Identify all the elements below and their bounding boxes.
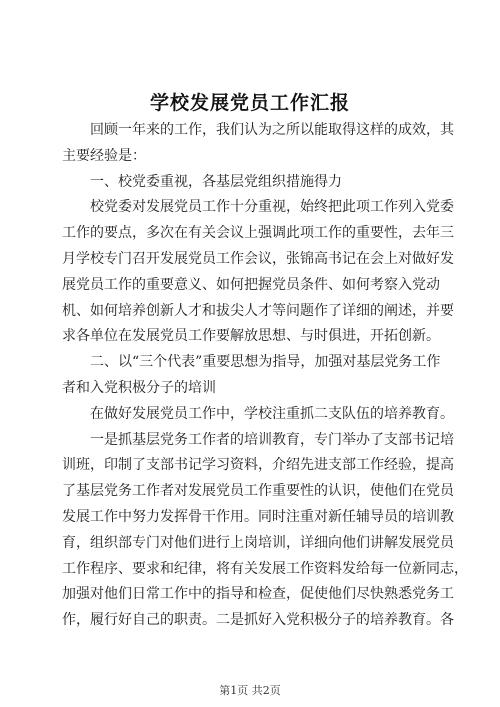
paragraph-line: 主要经验是：	[62, 147, 146, 164]
paragraph-line: 月学校专门召开发展党员工作会议，张锦高书记在会上对做好发	[62, 250, 454, 267]
paragraph-line: 校党委对发展党员工作十分重视，始终把此项工作列入党委	[90, 199, 454, 216]
paragraph-line: 机、如何培养创新人才和拔尖人才等问题作了详细的阐述，并要	[62, 302, 454, 319]
document-body	[62, 118, 468, 634]
document-title: 学校发展党员工作汇报	[149, 92, 350, 114]
paragraph-line: 工作的要点，多次在有关会议上强调此项工作的重要性，去年三	[62, 225, 454, 242]
paragraph-line: 加强对他们日常工作中的指导和检查，促使他们尽快熟悉党务工	[62, 586, 454, 603]
paragraph-line: 了基层党务工作者对发展党员工作重要性的认识，使他们在党员	[62, 483, 454, 500]
section-heading: 二、以“三个代表”重要思想为指导，加强对基层党务工作	[90, 354, 441, 371]
paragraph-line: 一是抓基层党务工作者的培训教育，专门举办了支部书记培	[90, 431, 454, 448]
page-number: 第1页 共2页	[219, 684, 281, 697]
paragraph-line: 求各单位在发展党员工作要解放思想、与时俱进，开拓创新。	[62, 328, 440, 345]
paragraph-line: 发展工作中努力发挥骨干作用。同时注重对新任辅导员的培训教	[62, 508, 454, 525]
paragraph-line: 训班，印制了支部书记学习资料，介绍先进支部工作经验，提高	[62, 457, 454, 474]
paragraph-line: 展党员工作的重要意义、如何把握党员条件、如何考察入党动	[62, 276, 440, 293]
paragraph-line: 育，组织部专门对他们进行上岗培训，详细向他们讲解发展党员	[62, 534, 454, 551]
paragraph-line: 工作程序、要求和纪律，将有关发展工作资料发给每一位新同志，	[62, 560, 468, 577]
section-heading: 一、校党委重视，各基层党组织措施得力	[90, 173, 342, 190]
paragraph-line: 回顾一年来的工作，我们认为之所以能取得这样的成效，其	[90, 122, 454, 138]
paragraph-line: 作，履行好自己的职责。二是抓好入党积极分子的培养教育。各	[62, 612, 454, 629]
paragraph-line: 在做好发展党员工作中，学校注重抓二支队伍的培养教育。	[90, 405, 454, 422]
section-heading: 者和入党积极分子的培训	[62, 379, 216, 396]
